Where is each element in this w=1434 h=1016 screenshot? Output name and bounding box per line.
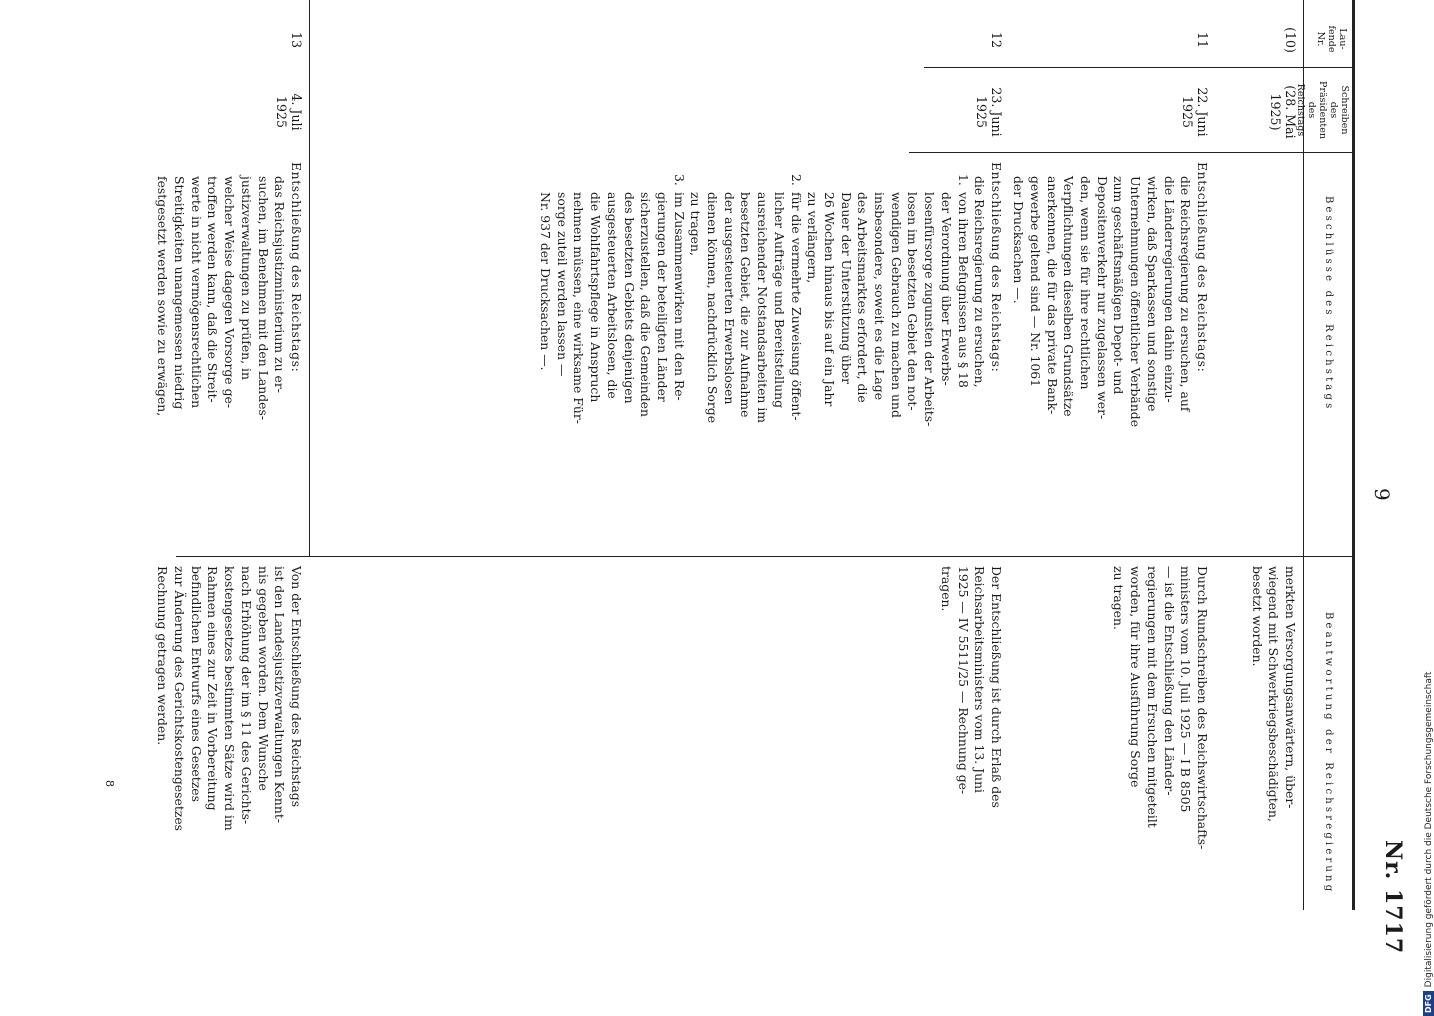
header-beantwortung: Beantwortung der Reichsregierung	[1323, 612, 1334, 895]
row-nr-11: 11	[1195, 31, 1210, 49]
row-nr-12: 12	[989, 31, 1004, 49]
item-number: 2.	[788, 174, 804, 186]
resolution-12-heading: Entschließung des Reichstags:	[989, 162, 1004, 373]
resolution-13	[154, 162, 304, 548]
table-top-rule	[1352, 0, 1355, 910]
column-divider-3	[176, 556, 1354, 557]
item-number: 3.	[671, 174, 687, 186]
row-date-12: 23. Juni 1925	[974, 87, 1004, 137]
resolution-12-item	[687, 162, 804, 548]
resolution-11-heading: Entschließung des Reichstags:	[1195, 162, 1210, 373]
resolution-12-intro: die Reichsregierung zu ersuchen,	[972, 176, 988, 388]
item-text: im Zusammenwirken mit den Re- gierungen der beteiligten Länder sicherzustellen, daß die Gemeinden des besetzten Gebiets denjenigen ausgesteuerten Arbeitslosen, die die Wohlfahrtspflege in Anspruch nehmen müssen, eine wirksame Für- sorge zuteil werden lassen — Nr. 937 der Drucksachen —.	[538, 192, 687, 424]
row-date-13: 4. Juli 1925	[274, 93, 304, 131]
header-schreiben: Schreiben des Präsidenten des Reichstags	[1295, 81, 1350, 139]
item-text: für die vermehrte Zuweisung öffent- licher Aufträge und Bereitstellung ausreichender Notstandsarbeiten im besetzten Gebiet, die zur Aufnahme der ausgesteuerten Erwerbslosen dienen können, nachdrücklich Sorge zu tragen,	[688, 192, 804, 424]
header-lfd-nr: Lau- fende Nr.	[1315, 25, 1348, 53]
row-separator	[309, 0, 310, 556]
header-beschluesse: Beschlüsse des Reichstags	[1323, 196, 1334, 412]
dfg-logo-icon: DFG	[1423, 991, 1434, 1016]
row-nr-13: 13	[289, 31, 304, 49]
row-date-10: (28. Mai 1925)	[1268, 85, 1298, 139]
footer-page-number: 8	[103, 780, 116, 787]
resolution-12-item	[804, 162, 971, 548]
dfg-banner-text: Digitalisierung gefördert durch die Deutsche Forschungsgemeinschaft	[1424, 671, 1434, 988]
column-divider-1	[924, 67, 1354, 68]
item-text: von ihren Befugnissen aus § 18 der Verordnung über Erwerbs- losenfürsorge zugunsten der Arbeits- losen im besetzten Gebiet den not- wendigen Gebrauch zu machen und insbesondere, soweit es die Lage des Arbeitsmarktes erfordert, die Dauer der Unterstützung über 26 Wochen hinaus bis auf ein Jahr zu verlängern,	[805, 192, 971, 427]
resolution-12-item	[536, 162, 686, 548]
resolution-11-text: die Reichsregierung zu ersuchen, auf die Länderregierungen dahin einzu- wirken, daß Sparkassen und sonstige Unternehmungen öffentlicher Verbände zum geschäftsmäßigen Depot- und Depositenverkehr nur zugelassen wer- den, wenn sie für ihre rechtlichen Verpflichtungen dieselben Grundsätze anerkennen, die für das private Bank- gewerbe geltend sind — Nr. 1061 der Drucksachen —.	[1011, 176, 1194, 428]
column-divider-2	[909, 152, 1354, 153]
item-number: 1.	[955, 174, 971, 186]
dfg-banner-inner	[1423, 16, 1434, 1016]
resolution-13-text: das Reichsjustizministerium zu er- suchen, im Benehmen mit den Landes- justizverwaltungen zu prüfen, in welcher Weise dagegen Vorsorge ge- troffen werden kann, daß die Streit- werte in nicht vermögensrechtlichen Streitigkeiten unangemessen niedrig festgesetzt werden sowie zu erwägen,	[155, 176, 288, 421]
row-date-11: 22. Juni 1925	[1180, 87, 1210, 137]
answer-13: Von der Entschließung des Reichstags ist den Landesjustizverwaltungen Kennt- nis gegeben worden. Dem Wunsche nach Erhöhung der im § 11 des Gerichts- kostengesetzes bestimmten Sätze wird im Rahmen eines zur Zeit in Vorbereitung befindlichen Entwurfs eines Gesetzes zur Änderung des Gerichtskostengesetzes Rechnung getragen werden.	[155, 566, 304, 832]
resolution-11	[1010, 162, 1210, 548]
resolution-13-heading: Entschließung des Reichstags:	[289, 162, 304, 373]
answer-10: merkten Versorgungsanwärtern, über- wiegend mit Schwerkriegsbeschädigten, besetzt worden.	[1249, 566, 1298, 822]
answer-11: Durch Rundschreiben des Reichswirtschafts- ministers vom 10. Juli 1925 — I B 8505 — ist die Entschließung den Länder- regierungen mit dem Ersuchen mitgeteilt worden, für ihre Ausführung Sorge zu tragen.	[1111, 566, 1210, 850]
document-number: Nr. 1717	[1380, 840, 1406, 955]
page-number: 9	[1370, 488, 1394, 501]
resolution-12	[536, 162, 1004, 548]
row-nr-10: (10)	[1283, 27, 1298, 53]
answer-12: Der Entschließung ist durch Erlaß des Reichsarbeitsministers vom 13. Juni 1925 — IV 5511/25 — Rechnung ge- tragen.	[938, 566, 1004, 808]
